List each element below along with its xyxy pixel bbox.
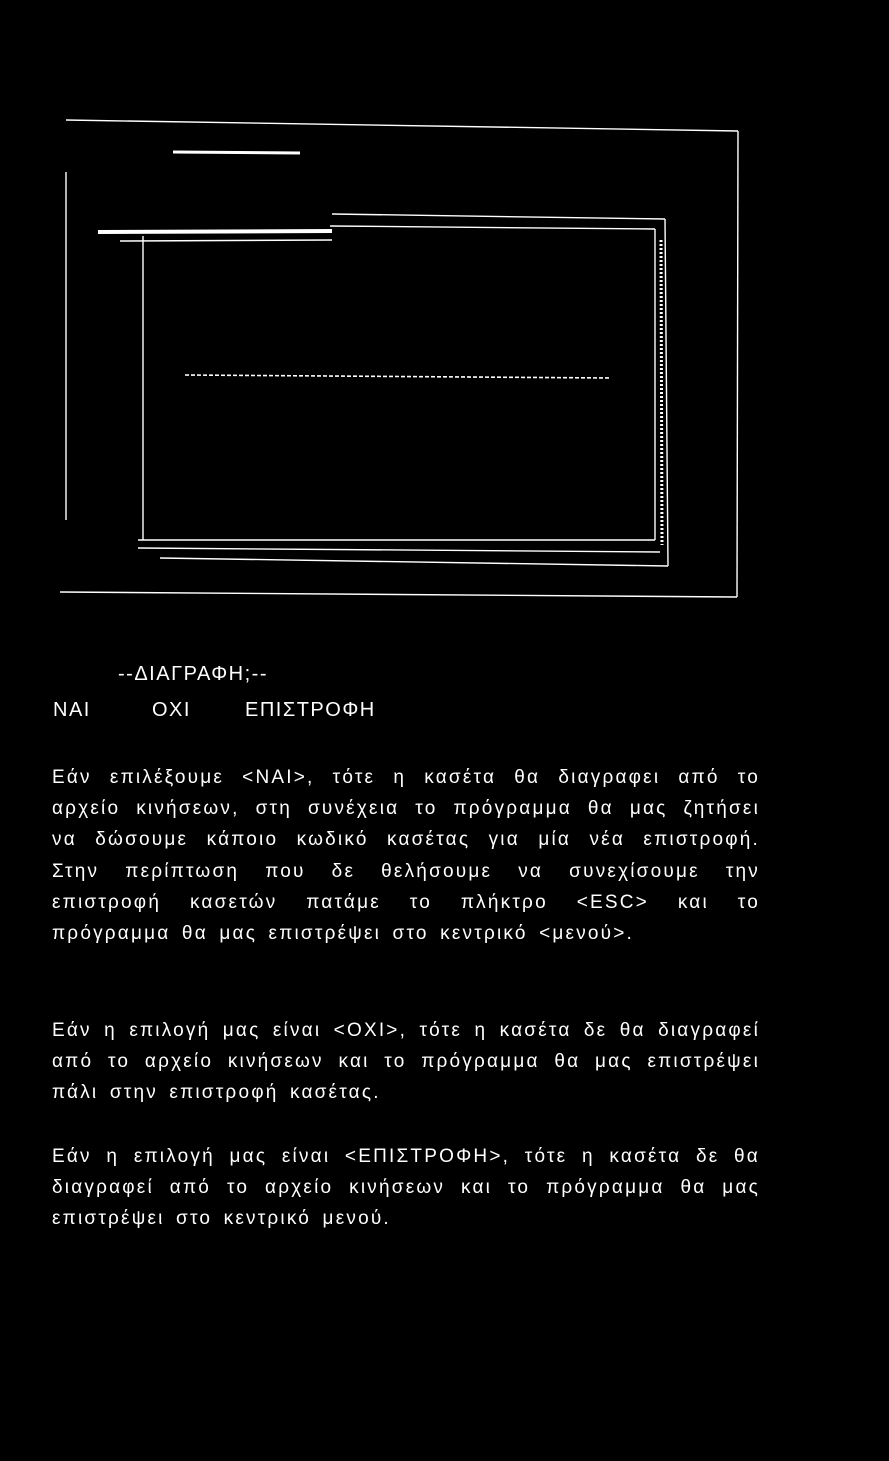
paragraph-return-explanation: Εάν η επιλογή μας είναι <ΕΠΙΣΤΡΟΦΗ>, τότε η κασέτα δε θα διαγραφεί από το αρχείο κινήσεων και το πρόγραμμα θα μας επιστρέψει στο κεντρικό μενού. [52, 1146, 760, 1230]
screen-figure [0, 0, 889, 620]
option-no[interactable]: ΟΧΙ [152, 699, 191, 721]
paragraph-no-explanation: Εάν η επιλογή μας είναι <ΟΧΙ>, τότε η κασέτα δε θα διαγραφεί από το αρχείο κινήσεων και το πρόγραμμα θα μας επιστρέψει πάλι στην επιστροφή κασέτας. [52, 1020, 760, 1104]
title-bar-short [173, 152, 300, 153]
outer-frame-bottom [60, 592, 737, 597]
inner-frame-shadow [160, 558, 668, 566]
inner-frame-bottom-double [138, 548, 660, 552]
outer-frame-top [66, 120, 738, 131]
menu-title: --ΔΙΑΓΡΑΦΗ;-- [118, 663, 268, 685]
menu-options [53, 699, 553, 725]
paragraph-yes-explanation: Εάν επιλέξουμε <ΝΑΙ>, τότε η κασέτα θα διαγραφει από το αρχείο κινήσεων, στη συνέχεια το πρόγραμμα θα μας ζητήσει να δώσουμε κάποιο κωδικό κασέτας για μία νέα επιστροφή. Στην περίπτωση που δε θελήσουμε να συνεχίσουμε την επιστροφή κασετών πατάμε το πλήκτρο <ESC> και το πρόγραμμα θα μας επιστρέψει στο κεντρικό <μενού>. [52, 767, 760, 945]
inner-frame-top [332, 214, 665, 219]
option-yes[interactable]: ΝΑΙ [53, 699, 91, 721]
screen-frames-drawing [0, 0, 889, 620]
title-bar-thin [120, 240, 332, 241]
inner-frame-top-inner [330, 226, 655, 229]
outer-frame-right [737, 131, 738, 597]
title-bar-long [98, 231, 332, 232]
right-shadow-bar [661, 240, 662, 545]
option-return[interactable]: ΕΠΙΣΤΡΟΦΗ [245, 699, 376, 721]
inner-frame-right-double [665, 219, 668, 566]
dashed-input-line [185, 375, 611, 378]
